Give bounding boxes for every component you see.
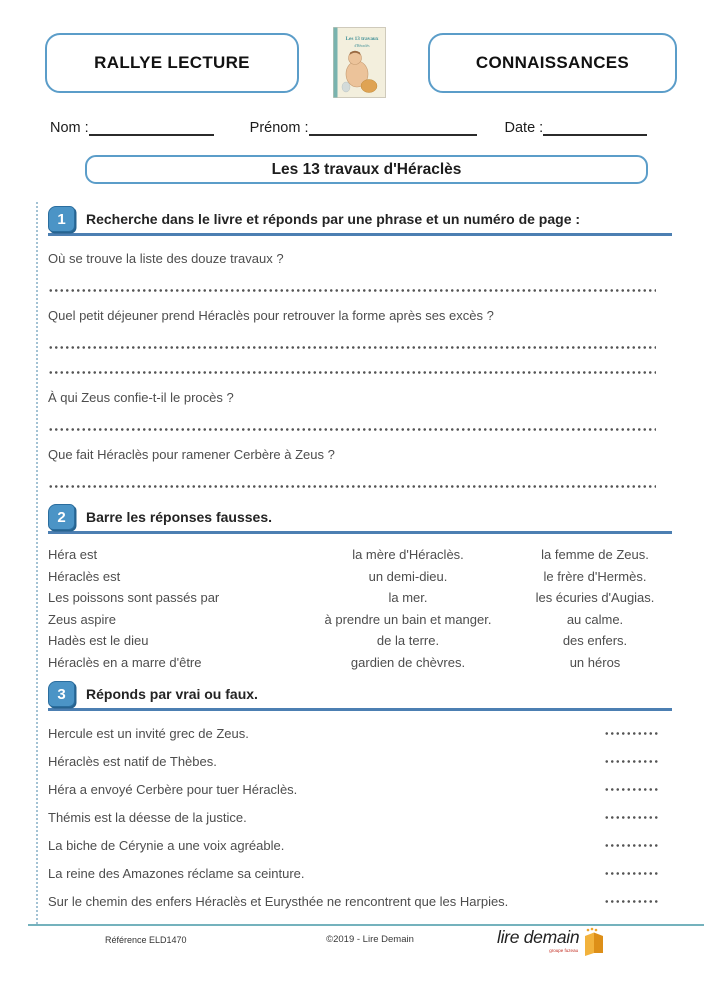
section1-number-badge: 1 [48,206,75,232]
answer-line-q2a[interactable] [48,345,656,350]
section1-header [48,206,672,236]
answer-line-q1[interactable] [48,288,656,293]
question-3: À qui Zeus confie-t-il le procès ? [48,390,234,405]
true-false-row [48,859,672,887]
open-book-icon [581,927,607,957]
footer-copyright: ©2019 - Lire Demain [326,934,414,945]
statement: Sur le chemin des enfers Héraclès et Eurysthée ne rencontrent que les Harpies. [48,893,509,909]
connaissances-box [428,33,677,93]
row-option[interactable]: des enfers. [562,633,628,648]
true-false-answer-dots[interactable] [604,899,660,904]
row-subject: Héra est [48,547,98,562]
date-write-line[interactable] [543,121,647,136]
statement: Thémis est la déesse de la justice. [48,809,247,825]
nom-label: Nom : [50,120,89,136]
true-false-row [48,831,672,859]
section2-header [48,504,672,534]
row-option[interactable]: au calme. [566,611,624,627]
section3-header [48,681,672,711]
cross-out-grid [48,544,672,673]
true-false-answer-dots[interactable] [604,843,660,848]
rallye-lecture-box [45,33,299,93]
true-false-row [48,803,672,831]
lion-skin-shape [361,80,377,93]
statement: Héra a envoyé Cerbère pour tuer Héraclès. [48,781,298,797]
statement: La biche de Cérynie a une voix agréable. [48,837,285,853]
footer-divider [28,924,704,926]
connaissances-label: CONNAISSANCES [475,53,630,72]
row-option[interactable]: la femme de Zeus. [541,547,649,562]
worksheet-title-box [85,155,648,184]
logo-subtext: groupe fuzeau [549,948,579,953]
answer-line-q2b[interactable] [48,370,656,375]
row-subject: Héraclès est [48,568,121,584]
true-false-list [48,719,672,915]
prenom-write-line[interactable] [309,121,477,136]
section-true-false [48,681,672,915]
statement: La reine des Amazones réclame sa ceinture. [48,865,305,881]
lire-demain-logo [497,927,607,962]
section1-title: Recherche dans le livre et réponds par une phrase et un numéro de page : [86,211,581,227]
answer-line-q3[interactable] [48,427,656,432]
section2-title: Barre les réponses fausses. [86,509,272,525]
row-option[interactable]: un demi-dieu. [368,568,448,584]
statement: Héraclès est natif de Thèbes. [48,753,217,769]
true-false-answer-dots[interactable] [604,871,660,876]
section3-number-badge: 3 [48,681,75,707]
cut-guide-dotted-line [36,202,38,924]
nom-write-line[interactable] [89,121,214,136]
true-false-row [48,887,672,915]
identity-row [50,120,670,136]
book-cover-thumbnail [333,27,386,98]
worksheet-title: Les 13 travaux d'Héraclès [271,160,462,178]
row-subject: Hadès est le dieu [48,633,149,648]
question-1: Où se trouve la liste des douze travaux ? [48,251,284,266]
lire-demain-logo-text: lire demain [497,927,580,947]
prenom-label: Prénom : [249,120,309,136]
row-option[interactable]: la mère d'Héraclès. [352,547,464,562]
footer-reference: Référence ELD1470 [105,935,187,945]
row-subject: Zeus aspire [48,611,116,627]
row-option[interactable]: à prendre un bain et manger. [324,611,492,627]
book-cover-illustration [333,27,386,98]
true-false-answer-dots[interactable] [604,731,660,736]
section-cross-out [48,504,672,673]
question-4: Que fait Héraclès pour ramener Cerbère à Zeus ? [48,447,335,462]
question-2: Quel petit déjeuner prend Héraclès pour retrouver la forme après ses excès ? [48,308,494,323]
true-false-answer-dots[interactable] [604,815,660,820]
true-false-row [48,719,672,747]
row-subject: Héraclès en a marre d'être [48,654,202,670]
statement: Hercule est un invité grec de Zeus. [48,725,249,741]
true-false-row [48,775,672,803]
section-questions [48,206,672,489]
true-false-answer-dots[interactable] [604,759,660,764]
row-option[interactable]: les écuries d'Augias. [535,590,655,605]
section3-title: Réponds par vrai ou faux. [86,686,258,702]
rallye-lecture-label: RALLYE LECTURE [94,53,250,72]
row-option[interactable]: de la terre. [376,633,440,648]
true-false-row [48,747,672,775]
date-label: Date : [504,120,544,136]
section2-number-badge: 2 [48,504,75,530]
cover-title-line2: d'Héraclès [354,44,370,48]
row-option[interactable]: un héros [569,654,621,670]
true-false-answer-dots[interactable] [604,787,660,792]
cover-title-line1: Les 13 travaux [345,36,379,42]
row-option[interactable]: la mer. [388,590,428,605]
answer-line-q4[interactable] [48,484,656,489]
row-subject: Les poissons sont passés par [48,590,220,605]
row-option[interactable]: le frère d'Hermès. [543,568,647,584]
row-option[interactable]: gardien de chèvres. [350,654,466,670]
